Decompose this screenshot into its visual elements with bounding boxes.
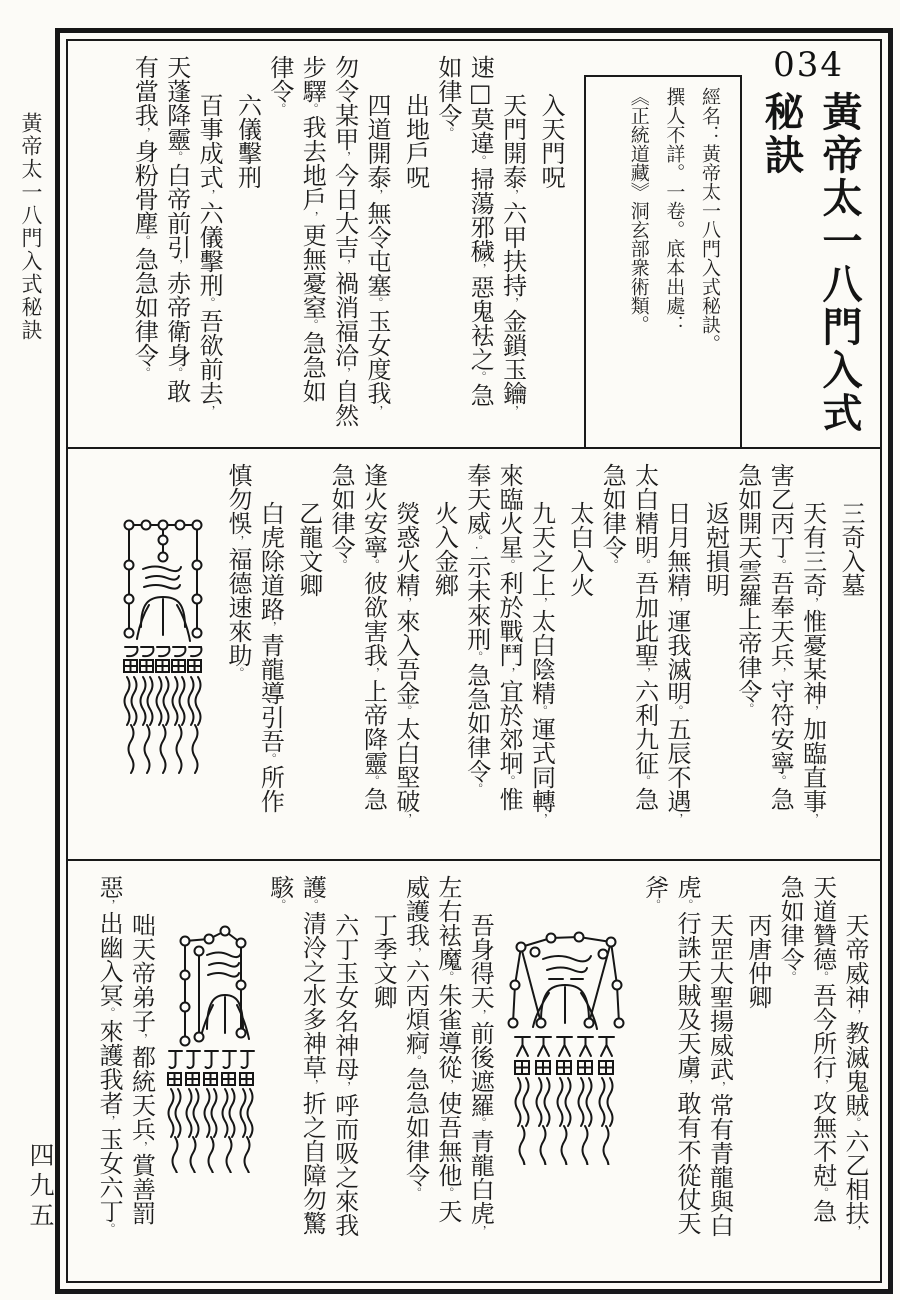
colophon-line: 經名：黃帝太一八門入式秘訣。 [699, 87, 721, 353]
text-column: 虎。行誅天賊及天虜，敢有不從仗天 [673, 875, 702, 1235]
text-column: 惡，出幽入冥。來護我者，玉女六丁。 [95, 875, 124, 1235]
section-heading: 乙龍文卿 [294, 501, 323, 597]
text-column: 天門開泰，六甲扶持，金鎖玉鑰， [498, 93, 527, 417]
text-column: 來臨火星。利於戰鬥，宜於郊坰。惟 [495, 463, 524, 811]
text-column: 勿令某甲，今日大吉，禍消福洽，自然 [330, 55, 359, 427]
colophon-line: 《正統道藏》洞玄部衆術類。 [627, 87, 650, 334]
text-column: 熒惑火精，來入吾金。太白堅破， [391, 501, 420, 825]
text-column: 日月無精，運我滅明。五辰不遇， [663, 501, 692, 825]
text-column: 威護我，六丙煩痾。急急如律令。 [401, 875, 430, 1199]
text-column: 如律令。 [433, 55, 462, 139]
text-column: 害乙丙丁。吾奉天兵，守符安寧。急 [766, 463, 795, 811]
book-title: 黃帝太一八門入式 [816, 91, 862, 435]
text-column: 吾身得天，前後遮羅。青龍白虎， [466, 913, 495, 1237]
section-heading: 三奇入墓 [837, 501, 865, 597]
text-column: 斧。 [640, 875, 669, 911]
text-column: 急如律令。 [776, 875, 805, 983]
catalog-number: 034 [773, 45, 844, 85]
text-column: 速□莫違。掃蕩邪穢，惡鬼袪之。急 [466, 55, 495, 407]
text-column: 急如開天雲羅上帝律令。 [733, 463, 762, 715]
talisman-six-bing [501, 925, 629, 1165]
section-heading: 六儀擊刑 [233, 93, 262, 189]
text-column: 四道開泰，無令屯塞。玉女度我， [363, 93, 392, 417]
text-frame [66, 39, 882, 1283]
text-column: 九天之上，太白陰精。運式同轉， [527, 501, 556, 825]
section-heading: 出地戶呪 [401, 93, 430, 189]
spine-title: 黃帝太一八門入式秘訣 [19, 112, 43, 342]
section-heading: 火入金鄉 [430, 501, 459, 597]
talisman-six-yi [113, 513, 213, 775]
text-column: 咄天帝弟子，都統天兵，賞善罰 [127, 913, 156, 1225]
talisman-six-ding [163, 925, 255, 1173]
text-column: 步驛。我去地戶，更無憂窒。急急如 [298, 55, 327, 403]
text-column: 護。清泠之水多神草，折之自障勿驚 [298, 875, 327, 1235]
section-heading: 入天門呪 [537, 93, 565, 189]
folio-number: 四九五 [26, 1142, 55, 1232]
text-column: 逢火安寧。彼欲害我，上帝降靈。急 [359, 463, 388, 811]
text-column: 天罡大聖揚威武，常有青龍與白 [705, 913, 734, 1237]
section-heading: 丁季文卿 [369, 913, 398, 1009]
text-column: 駭。 [265, 875, 294, 911]
text-column: 太白精明。吾加此聖，六利九征。急 [630, 463, 659, 811]
text-column: 左右袪魔。朱雀導從，使吾無他。天 [433, 875, 462, 1223]
text-column: 白虎除道路，青龍導引吾。所作 [256, 501, 285, 813]
text-column: 慎勿悞，福德速來助。 [223, 463, 252, 679]
text-column: 急如律令。 [598, 463, 627, 571]
text-column: 急如律令。 [327, 463, 356, 571]
colophon-box [584, 75, 742, 447]
section-opening [68, 41, 880, 447]
page-frame [55, 28, 893, 1294]
section-middle [68, 449, 880, 859]
text-column: 天道贊德。吾今所行，攻無不尅。急 [808, 875, 837, 1223]
section-bottom [68, 861, 880, 1285]
colophon-line: 撰人不詳。一卷。底本出處： [663, 87, 686, 334]
section-heading: 丙唐仲卿 [743, 913, 772, 1009]
text-column: 有當我，身粉骨塵。急急如律令。 [130, 55, 159, 379]
text-column: 律令。 [265, 55, 294, 115]
text-column: 六丁玉女名神母，呼而吸之來我 [330, 913, 359, 1237]
section-heading: 返尅損明 [701, 501, 730, 597]
text-column: 天蓬降靈。白帝前引，赤帝衛身。敢 [162, 55, 191, 403]
text-column: 天帝威神，教滅鬼賊。六乙相扶， [841, 913, 869, 1237]
book-title-suffix: 秘訣 [758, 91, 804, 177]
section-heading: 太白入火 [565, 501, 594, 597]
text-column: 天有三奇，惟憂某神，加臨直事， [798, 501, 827, 825]
text-column: 百事成式，六儀擊刑。吾欲前去， [195, 93, 224, 417]
text-column: 奉天威。·示未來刑。急急如律令。 [462, 463, 491, 795]
